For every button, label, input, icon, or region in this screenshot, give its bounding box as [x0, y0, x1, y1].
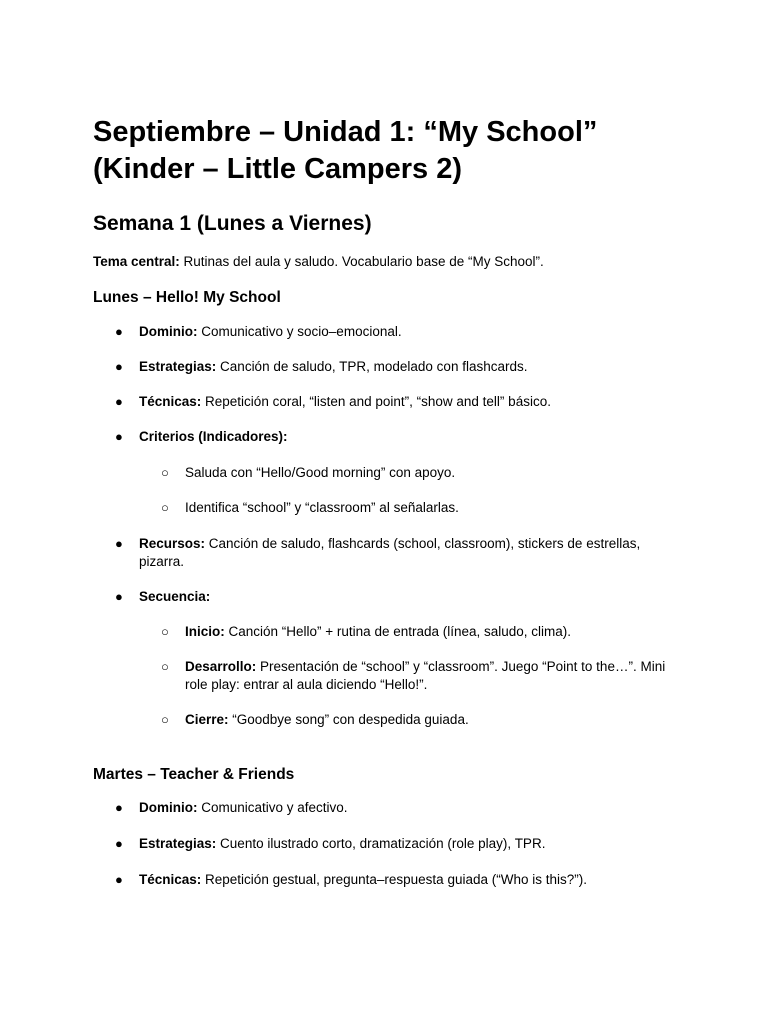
bullet: ○ — [161, 624, 169, 639]
item-text: Canción “Hello” + rutina de entrada (línea, saludo, clima). — [224, 624, 572, 639]
item-text: Canción de saludo, flashcards (school, classroom), stickers de estrellas, pizarra. — [139, 536, 641, 569]
title-line-2: (Kinder – Little Campers 2) — [93, 153, 463, 185]
list-item-dominio — [115, 323, 679, 341]
central-theme — [93, 253, 544, 271]
list-item-tecnicas — [115, 871, 679, 889]
bullet: ● — [115, 800, 123, 815]
item-label: Dominio: — [139, 800, 198, 815]
item-text: Repetición coral, “listen and point”, “show and tell” básico. — [201, 394, 551, 409]
list-item-dominio — [115, 799, 679, 817]
bullet: ● — [115, 324, 123, 339]
bullet: ○ — [161, 712, 169, 727]
bullet: ● — [115, 836, 123, 851]
item-label: Técnicas: — [139, 872, 202, 887]
item-text: Comunicativo y socio–emocional. — [197, 324, 402, 339]
item-label: Recursos: — [139, 536, 206, 551]
central-theme-label: Tema central: — [93, 254, 180, 269]
item-label: Inicio: — [185, 624, 225, 639]
bullet: ● — [115, 394, 123, 409]
list-item-tecnicas — [115, 393, 679, 411]
item-label: Criterios (Indicadores): — [139, 429, 288, 444]
bullet: ○ — [161, 659, 169, 674]
bullet: ● — [115, 872, 123, 887]
item-text: Repetición gestual, pregunta–respuesta guiada (“Who is this?”). — [201, 872, 587, 887]
bullet: ● — [115, 536, 123, 551]
sub-item-criterio-1 — [161, 464, 685, 482]
item-label: Estrategias: — [139, 359, 217, 374]
item-label: Dominio: — [139, 324, 198, 339]
sub-item-cierre — [161, 711, 685, 729]
item-text: Comunicativo y afectivo. — [197, 800, 348, 815]
item-label: Secuencia: — [139, 589, 211, 604]
item-text: Saluda con “Hello/Good morning” con apoyo. — [185, 465, 456, 480]
item-label: Cierre: — [185, 712, 229, 727]
monday-heading: Lunes – Hello! My School — [93, 289, 281, 306]
item-text: “Goodbye song” con despedida guiada. — [228, 712, 469, 727]
sub-item-inicio — [161, 623, 685, 641]
item-label: Desarrollo: — [185, 659, 257, 674]
item-text: Identifica “school” y “classroom” al señalarlas. — [185, 500, 459, 515]
title-line-1: Septiembre – Unidad 1: “My School” — [93, 116, 598, 148]
bullet: ● — [115, 359, 123, 374]
list-item-secuencia — [115, 588, 679, 606]
list-item-recursos — [115, 535, 679, 571]
document-title — [93, 114, 597, 188]
list-item-criterios — [115, 428, 679, 446]
tuesday-heading: Martes – Teacher & Friends — [93, 766, 295, 783]
item-label: Técnicas: — [139, 394, 202, 409]
bullet: ○ — [161, 500, 169, 515]
central-theme-text: Rutinas del aula y saludo. Vocabulario base de “My School”. — [179, 254, 544, 269]
item-text: Cuento ilustrado corto, dramatización (role play), TPR. — [216, 836, 546, 851]
list-item-estrategias — [115, 358, 679, 376]
item-text: Canción de saludo, TPR, modelado con flashcards. — [216, 359, 528, 374]
bullet: ○ — [161, 465, 169, 480]
item-label: Estrategias: — [139, 836, 217, 851]
item-text: Presentación de “school” y “classroom”. Juego “Point to the…”. Mini role play: entrar al aula diciendo “Hello!”. — [185, 659, 666, 692]
bullet: ● — [115, 589, 123, 604]
list-item-estrategias — [115, 835, 679, 853]
sub-item-criterio-2 — [161, 499, 685, 517]
bullet: ● — [115, 429, 123, 444]
week-heading: Semana 1 (Lunes a Viernes) — [93, 212, 372, 235]
sub-item-desarrollo — [161, 658, 685, 694]
